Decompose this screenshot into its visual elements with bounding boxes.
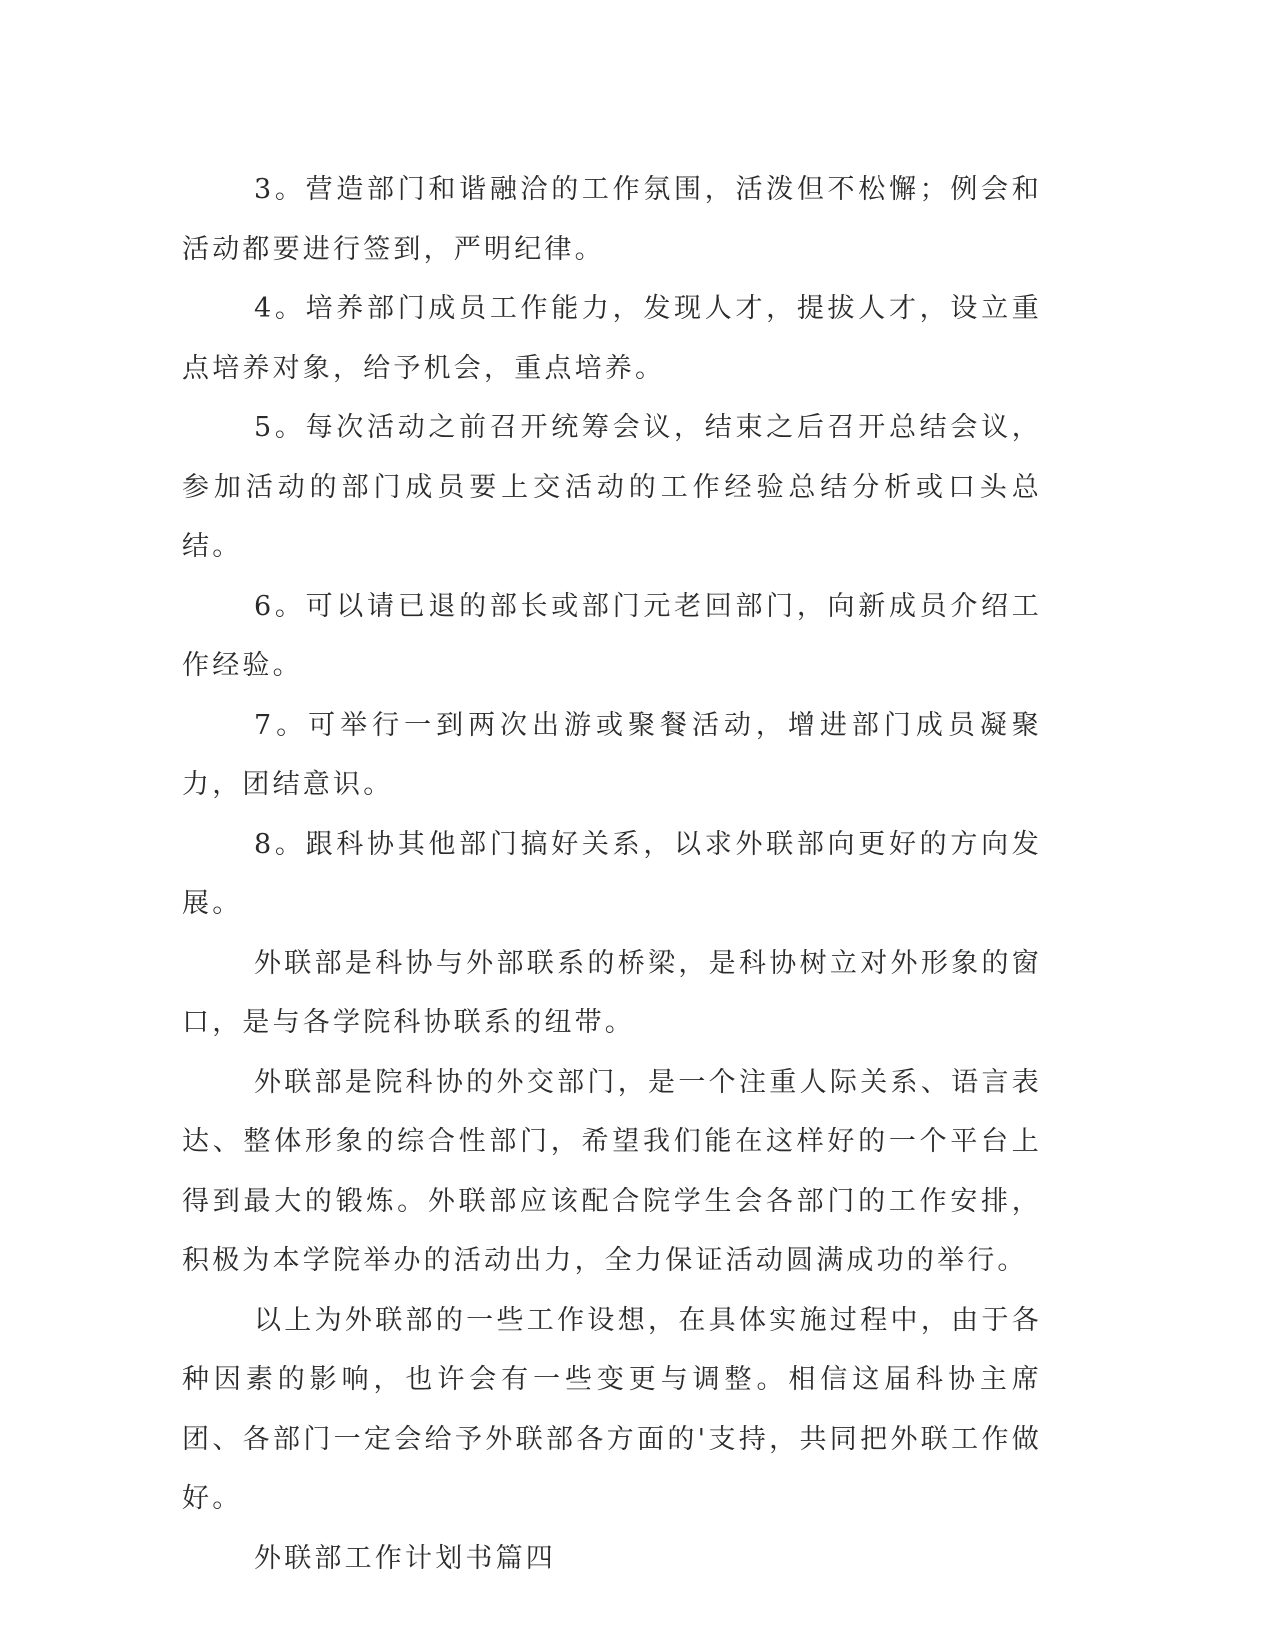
paragraph-conclusion: 以上为外联部的一些工作设想，在具体实施过程中，由于各种因素的影响，也许会有一些变更与调整。相信这届科协主席团、各部门一定会给予外联部各方面的'支持，共同把外联工作做好。 xyxy=(182,1304,1042,1514)
paragraph-diplomacy: 外联部是院科协的外交部门，是一个注重人际关系、语言表达、整体形象的综合性部门，希望我们能在这样好的一个平台上得到最大的锻炼。外联部应该配合院学生会各部门的工作安排，积极为本学院举办的活动出力，全力保证活动圆满成功的举行。 xyxy=(182,1066,1042,1276)
paragraph-item-6: 6。可以请已退的部长或部门元老回部门，向新成员介绍工作经验。 xyxy=(182,590,1042,681)
paragraph-item-4: 4。培养部门成员工作能力，发现人才，提拔人才，设立重点培养对象，给予机会，重点培养。 xyxy=(182,293,1042,384)
paragraph-item-5: 5。每次活动之前召开统筹会议，结束之后召开总结会议，参加活动的部门成员要上交活动的工作经验总结分析或口头总结。 xyxy=(182,412,1042,562)
paragraph-item-3: 3。营造部门和谐融洽的工作氛围，活泼但不松懈；例会和活动都要进行签到，严明纪律。 xyxy=(182,174,1042,265)
section-heading: 外联部工作计划书篇四 xyxy=(254,1542,556,1574)
document-body xyxy=(182,160,1042,1588)
paragraph-bridge: 外联部是科协与外部联系的桥梁，是科协树立对外形象的窗口，是与各学院科协联系的纽带。 xyxy=(182,947,1042,1038)
paragraph-item-7: 7。可举行一到两次出游或聚餐活动，增进部门成员凝聚力，团结意识。 xyxy=(182,709,1042,800)
paragraph-item-8: 8。跟科协其他部门搞好关系，以求外联部向更好的方向发展。 xyxy=(182,828,1042,919)
